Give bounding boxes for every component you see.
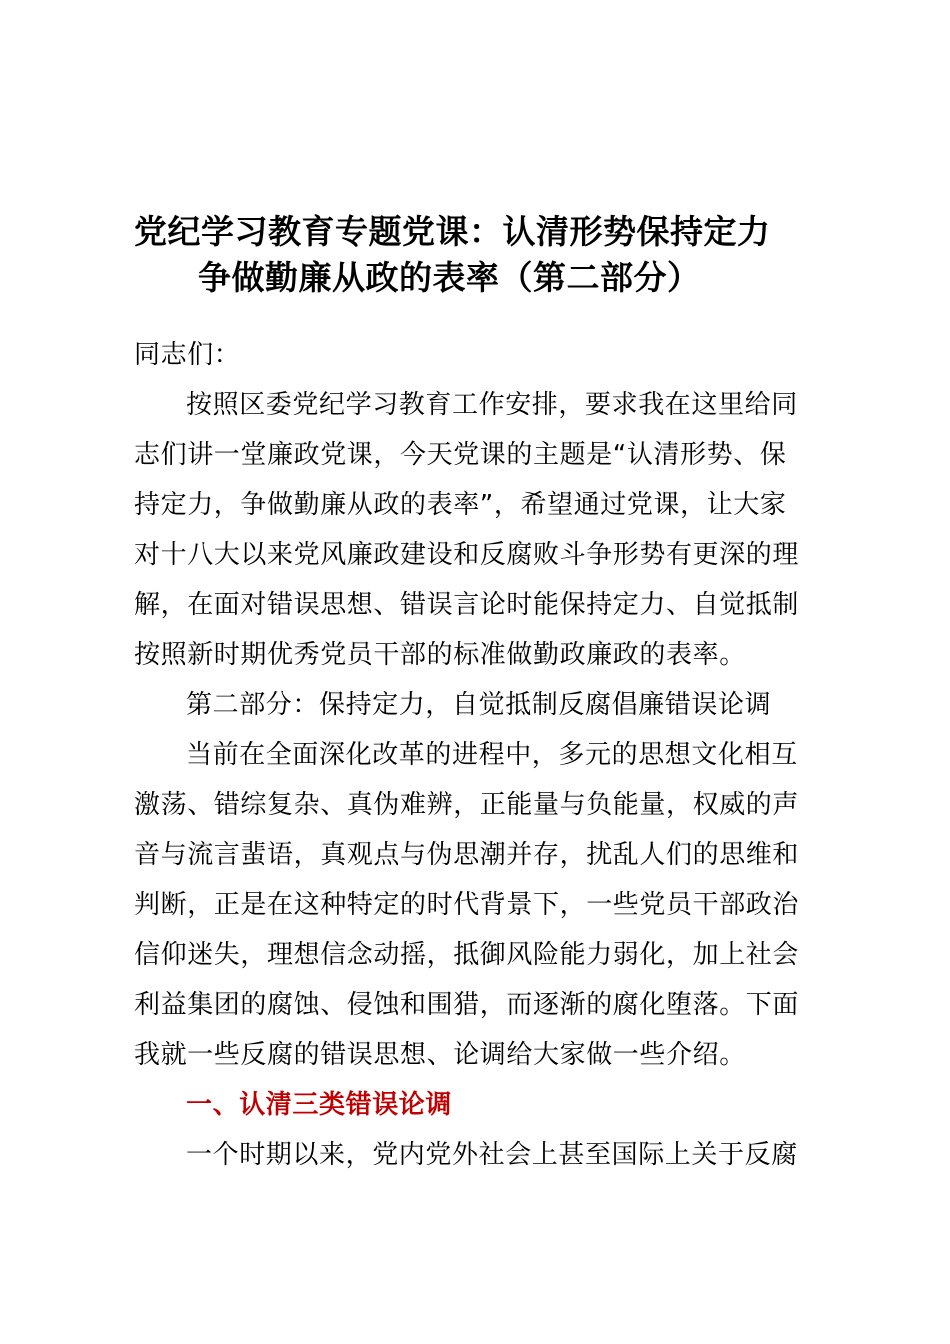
- paragraph-line: 我就一些反腐的错误思想、论调给大家做一些介绍。: [134, 1040, 746, 1070]
- paragraph-line: 志们讲一堂廉政党课，今天党课的主题是“认清形势、保: [134, 440, 787, 470]
- paragraph-line: 利益集团的腐蚀、侵蚀和围猎，而逐渐的腐化堕落。下面: [134, 990, 800, 1020]
- paragraph-line: 按照新时期优秀党员干部的标准做勤政廉政的表率。: [134, 640, 746, 670]
- paragraph-3: [134, 1130, 834, 1180]
- salutation: 同志们：: [134, 340, 241, 370]
- paragraph-line: 按照区委党纪学习教育工作安排，要求我在这里给同: [186, 390, 798, 420]
- paragraph-line: 解，在面对错误思想、错误言论时能保持定力、自觉抵制: [134, 590, 800, 620]
- paragraph-line: 当前在全面深化改革的进程中，多元的思想文化相互: [186, 740, 798, 770]
- paragraph-line: 对十八大以来党风廉政建设和反腐败斗争形势有更深的理: [134, 540, 800, 570]
- document-body: [134, 330, 834, 1180]
- paragraph-1: [134, 380, 834, 680]
- paragraph-2: [134, 730, 834, 1080]
- document-title-line-1: 党纪学习教育专题党课：认清形势保持定力: [134, 212, 771, 251]
- paragraph-line: 持定力，争做勤廉从政的表率”，希望通过党课，让大家: [134, 490, 787, 520]
- section-heading: 第二部分：保持定力，自觉抵制反腐倡廉错误论调: [186, 690, 772, 720]
- paragraph-line: 判断，正是在这种特定的时代背景下，一些党员干部政治: [134, 890, 800, 920]
- paragraph-line: 一个时期以来，党内党外社会上甚至国际上关于反腐: [186, 1140, 798, 1170]
- paragraph-line: 音与流言蜚语，真观点与伪思潮并存，扰乱人们的思维和: [134, 840, 800, 870]
- paragraph-line: 信仰迷失，理想信念动摇，抵御风险能力弱化，加上社会: [134, 940, 800, 970]
- subheading-red: 一、认清三类错误论调: [186, 1090, 453, 1120]
- paragraph-line: 激荡、错综复杂、真伪难辨，正能量与负能量，权威的声: [134, 790, 800, 820]
- document-title-line-2: 争做勤廉从政的表率（第二部分）: [198, 258, 701, 297]
